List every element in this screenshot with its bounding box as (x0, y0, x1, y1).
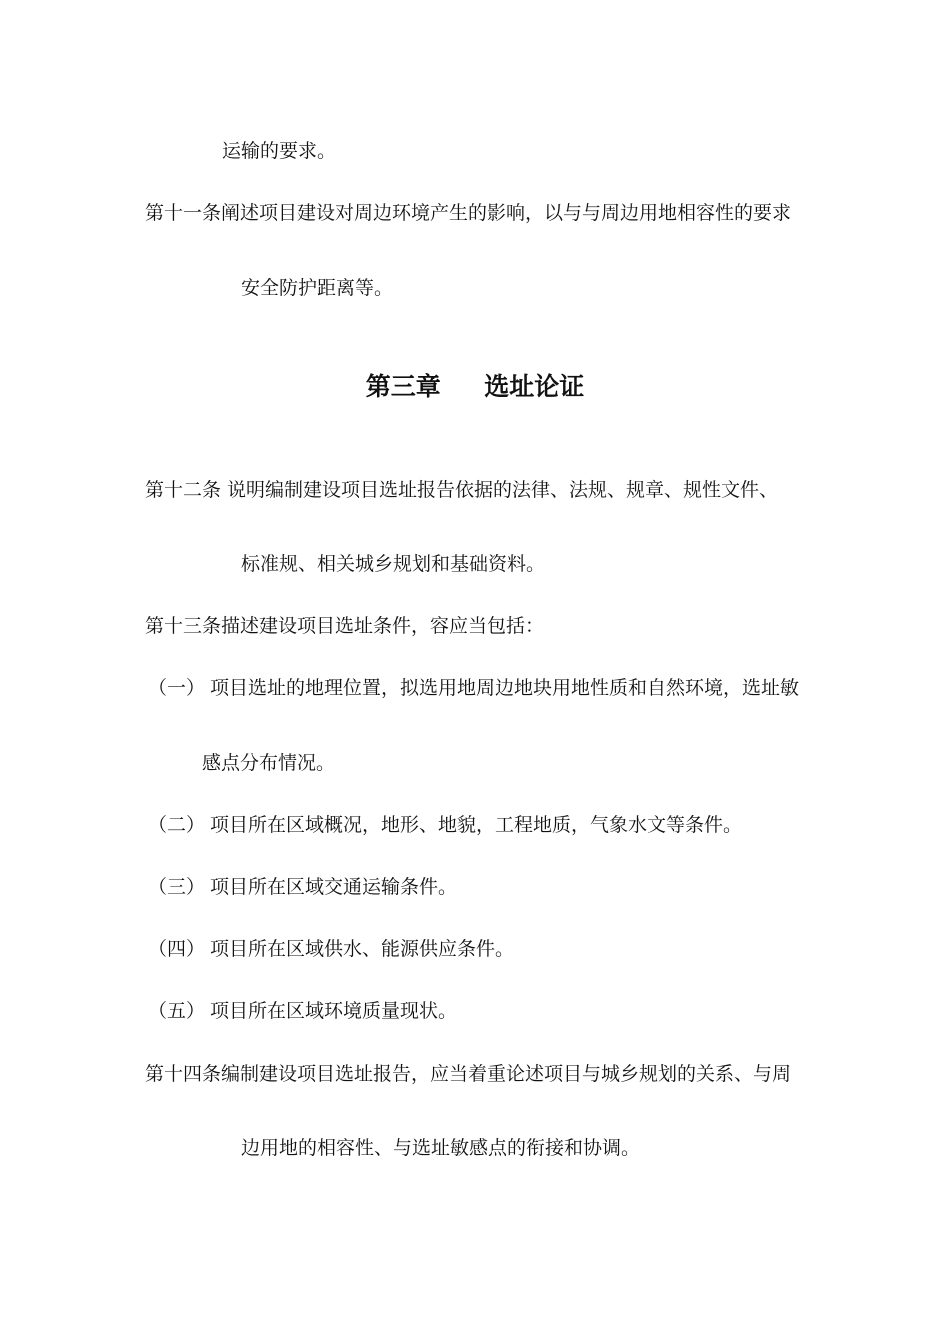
list-item-text: 项目所在区域供水、能源供应条件。 (210, 938, 515, 960)
list-item-text: 项目所在区域概况，地形、地貌，工程地质，气象水文等条件。 (210, 814, 743, 836)
article-14-line-1: 第十四条编制建设项目选址报告，应当着重论述项目与城乡规划的关系、与周 (145, 1063, 792, 1085)
article-12-line-2: 标准规、相关城乡规划和基础资料。 (241, 553, 546, 575)
list-marker: （四） (148, 938, 206, 960)
list-item-1 (148, 676, 799, 700)
list-item-3 (148, 875, 457, 899)
article-14-line-2: 边用地的相容性、与选址敏感点的衔接和协调。 (241, 1137, 641, 1159)
list-item-2 (148, 813, 742, 837)
article-11-line-2: 安全防护距离等。 (241, 277, 394, 299)
chapter-title: 第三章 选址论证 (365, 372, 585, 401)
list-item-text: 项目选址的地理位置，拟选用地周边地块用地性质和自然环境，选址敏 (210, 677, 800, 699)
list-item-text: 项目所在区域交通运输条件。 (210, 876, 458, 898)
list-item-5 (148, 999, 457, 1023)
list-marker: （三） (148, 876, 206, 898)
list-marker: （一） (148, 677, 206, 699)
list-item-1-continuation: 感点分布情况。 (202, 752, 336, 774)
article-13-line-1: 第十三条描述建设项目选址条件，容应当包括： (145, 615, 545, 637)
list-marker: （二） (148, 814, 206, 836)
list-marker: （五） (148, 1000, 206, 1022)
list-item-text: 项目所在区域环境质量现状。 (210, 1000, 458, 1022)
continuation-text: 运输的要求。 (222, 140, 337, 162)
article-11-line-1: 第十一条阐述项目建设对周边环境产生的影响，以与与周边用地相容性的要求 (145, 202, 792, 224)
article-12-line-1: 第十二条 说明编制建设项目选址报告依据的法律、法规、规章、规性文件、 (145, 479, 779, 501)
list-item-4 (148, 937, 514, 961)
